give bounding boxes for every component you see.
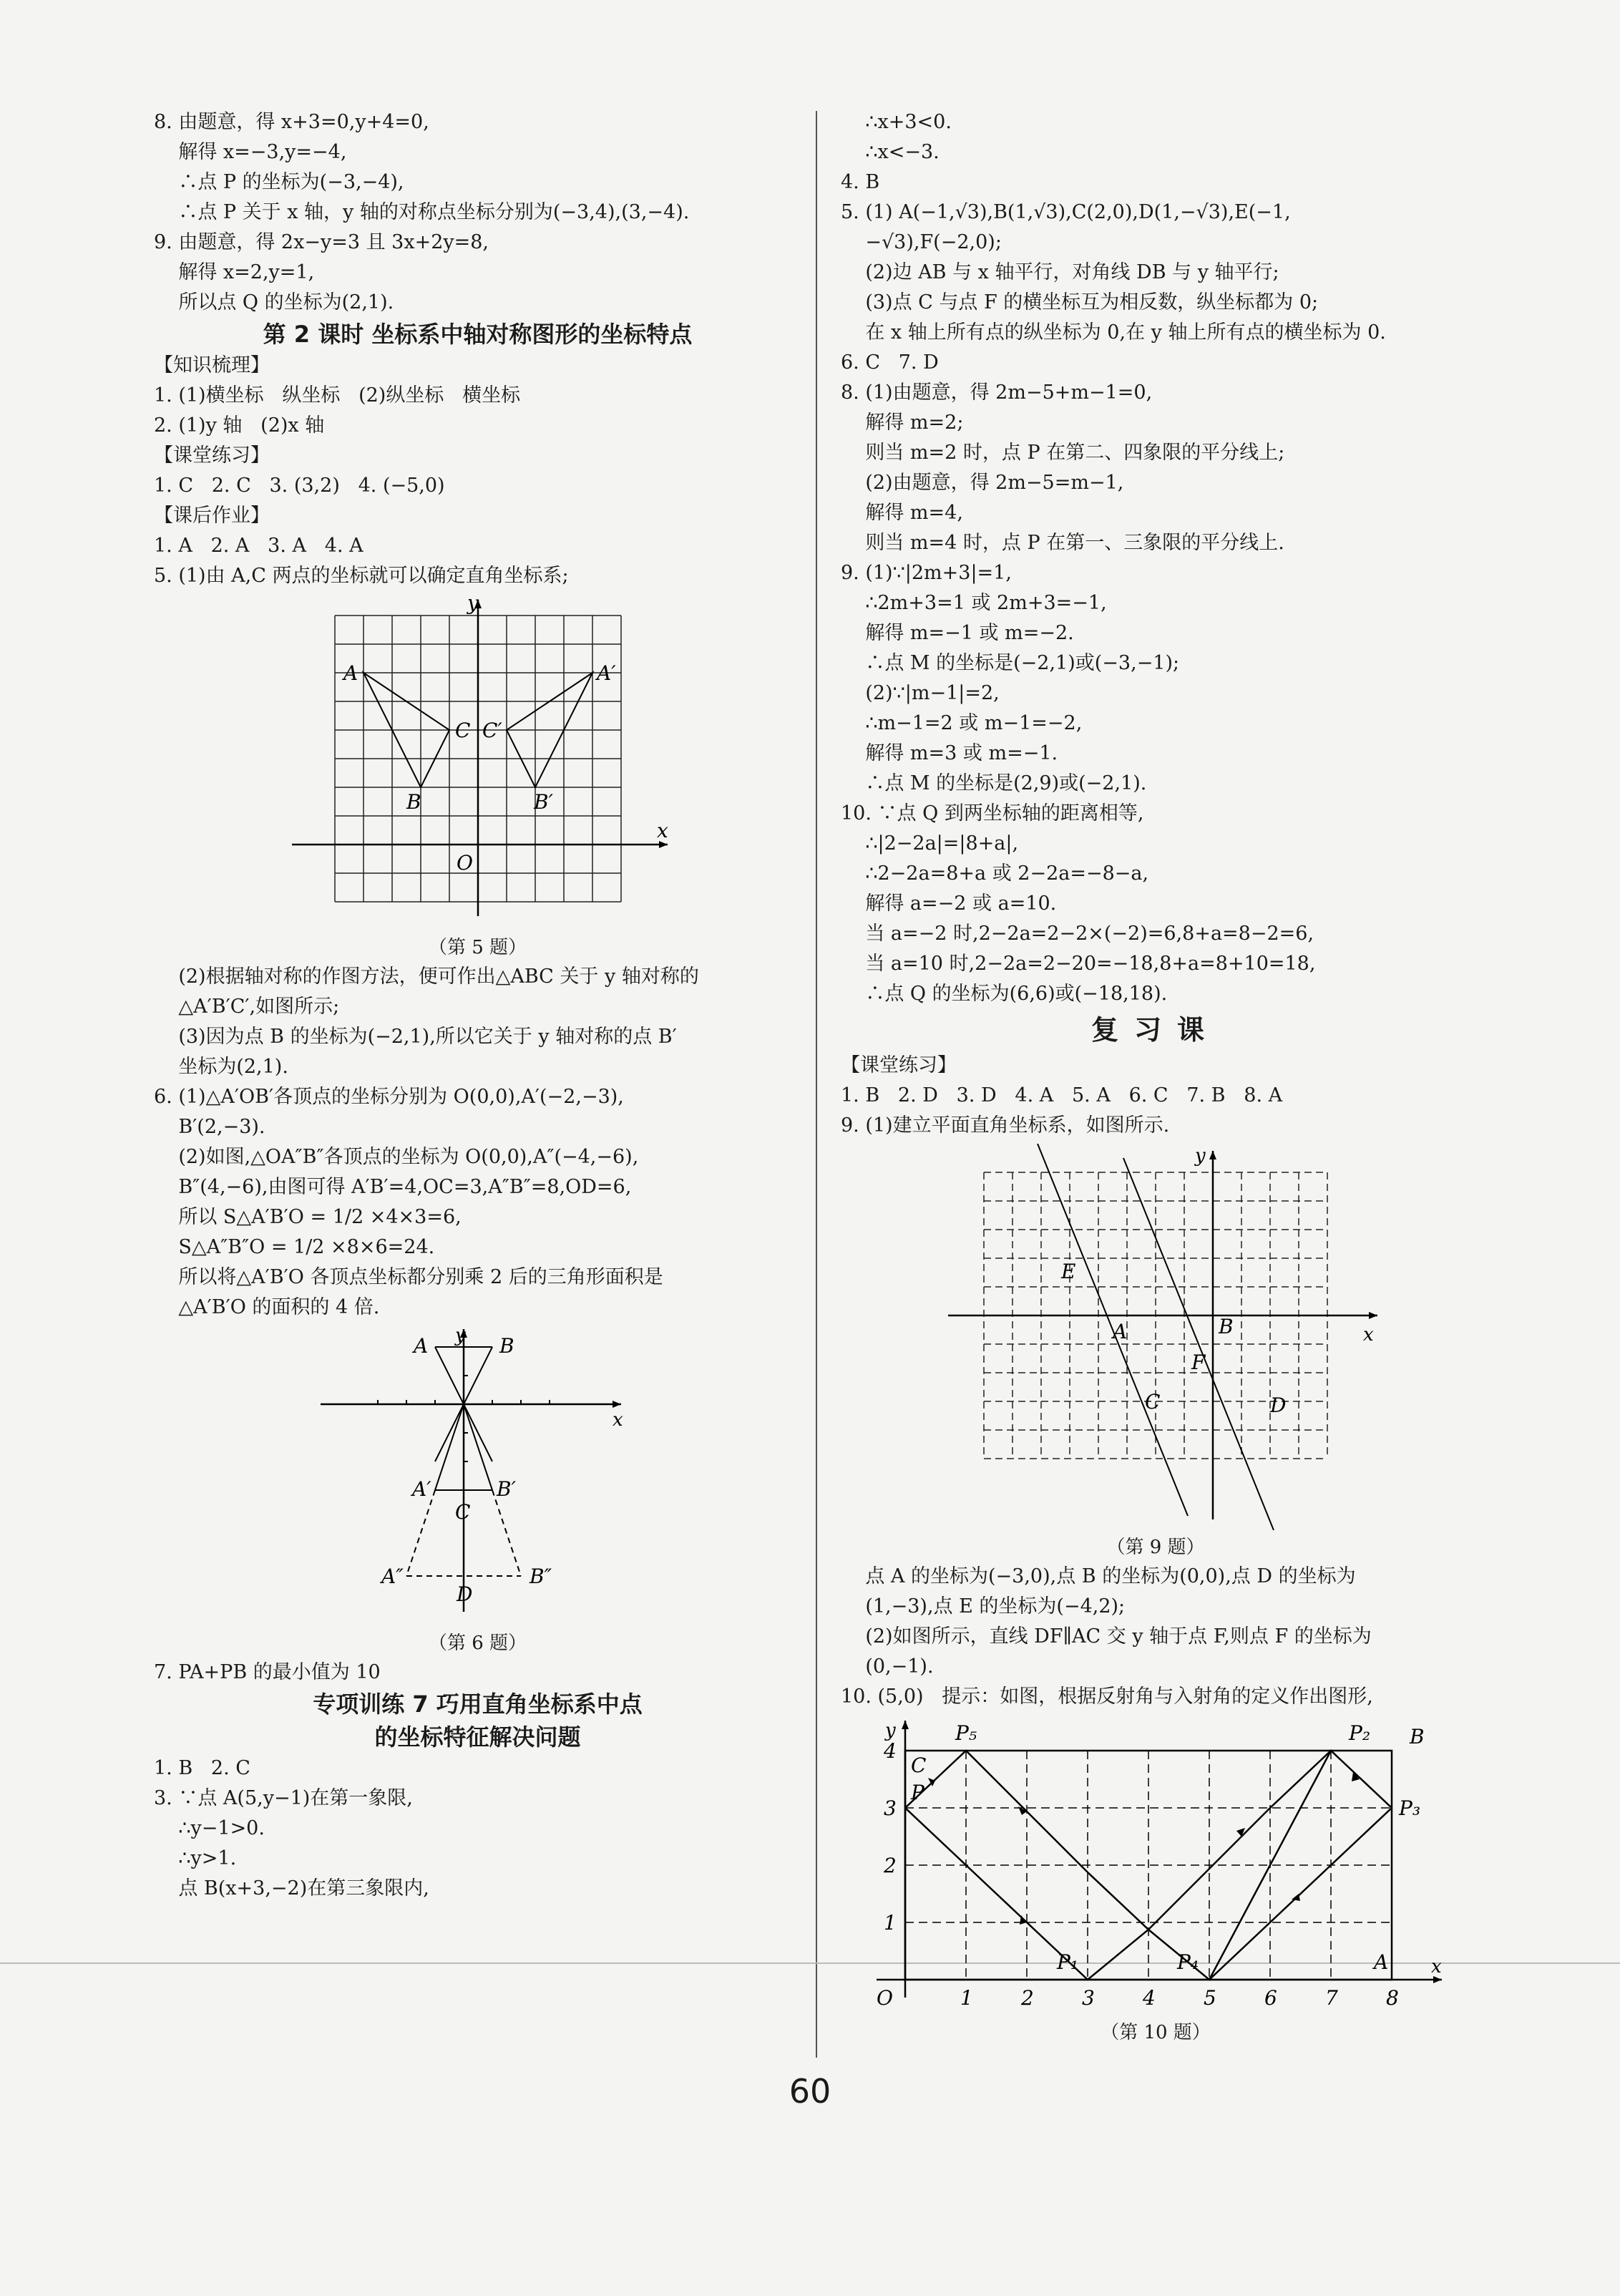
column-divider <box>816 111 817 2058</box>
figure-10-reflection <box>855 1715 1456 2015</box>
right-column <box>841 107 1470 2047</box>
text-line: 解得 m=4, <box>841 502 963 524</box>
text-line: △A′B′O 的面积的 4 倍. <box>154 1296 380 1318</box>
x-tick: 7 <box>1325 1986 1338 2010</box>
x-tick: 1 <box>960 1986 973 2010</box>
label-c: C <box>454 719 470 742</box>
label-p3: P₃ <box>1399 1796 1421 1820</box>
text-line: ∴x+3<0. <box>841 111 952 133</box>
text-line: 8. (1)由题意，得 2m−5+m−1=0, <box>841 381 1153 404</box>
text-line: (0,−1). <box>841 1655 934 1678</box>
x-ticks <box>960 1986 1399 2010</box>
left-block-2 <box>154 351 801 591</box>
text-line: ∴x<−3. <box>841 141 940 163</box>
x-arrow <box>613 1401 621 1408</box>
y-arrow <box>1209 1151 1216 1159</box>
text-line: 10. ∵点 Q 到两坐标轴的距离相等, <box>841 802 1144 824</box>
y-tick: 4 <box>884 1739 897 1763</box>
figure-9-grid <box>905 1144 1406 1530</box>
text-line: ∴点 P 的坐标为(−3,−4), <box>154 171 404 193</box>
label-y: y <box>454 1325 466 1346</box>
text-line: 8. 由题意，得 x+3=0,y+4=0, <box>154 111 429 133</box>
label-x: x <box>1363 1324 1374 1346</box>
label-x: x <box>612 1409 623 1431</box>
label-y: y <box>1195 1145 1206 1167</box>
label-b1: B′ <box>533 790 553 814</box>
figure-10-caption: （第 10 题） <box>1101 2022 1211 2043</box>
text-line: (2)根据轴对称的作图方法，便可作出△ABC 关于 y 轴对称的 <box>154 965 699 988</box>
text-line: ∴y>1. <box>154 1847 237 1869</box>
text-line: 则当 m=4 时，点 P 在第一、三象限的平分线上. <box>841 532 1284 554</box>
text-line: 5. (1)由 A,C 两点的坐标就可以确定直角坐标系; <box>154 565 569 587</box>
label-a: A <box>1113 1320 1128 1343</box>
text-line: (1,−3),点 E 的坐标为(−4,2); <box>841 1595 1126 1618</box>
label-e: E <box>1061 1260 1076 1283</box>
text-line: 解得 m=3 或 m=−1. <box>841 742 1058 764</box>
label-b: B <box>1219 1315 1234 1338</box>
text-line: (2)边 AB 与 x 轴平行，对角线 DB 与 y 轴平行; <box>841 261 1279 283</box>
text-line: 6. (1)△A′OB′各顶点的坐标分别为 O(0,0),A′(−2,−3), <box>154 1086 624 1108</box>
text-line: 【知识梳理】 <box>154 354 270 376</box>
text-line: (3)点 C 与点 F 的横坐标互为相反数，纵坐标都为 0; <box>841 291 1319 313</box>
text-line: 点 B(x+3,−2)在第三象限内, <box>154 1877 429 1899</box>
text-line: 9. 由题意，得 2x−y=3 且 3x+2y=8, <box>154 231 489 253</box>
text-line: (2)如图所示，直线 DF∥AC 交 y 轴于点 F,则点 F 的坐标为 <box>841 1625 1372 1648</box>
y-tick: 3 <box>884 1796 897 1820</box>
text-line: 坐标为(2,1). <box>154 1056 288 1078</box>
label-p1: P₁ <box>1057 1950 1079 1974</box>
text-line: 解得 m=−1 或 m=−2. <box>841 622 1074 644</box>
label-c: C <box>1145 1390 1161 1414</box>
label-b: B <box>406 790 421 814</box>
y-tick: 2 <box>884 1854 897 1877</box>
text-line: ∴m−1=2 或 m−1=−2, <box>841 712 1083 734</box>
label-o: O <box>877 1986 893 2010</box>
text-line: 点 A 的坐标为(−3,0),点 B 的坐标为(0,0),点 D 的坐标为 <box>841 1565 1356 1587</box>
text-line: S△A″B″O = 1/2 ×8×6=24. <box>154 1236 435 1258</box>
left-block-3 <box>154 962 801 1323</box>
text-line: 6. C 7. D <box>841 351 939 374</box>
text-line: ∴点 M 的坐标是(2,9)或(−2,1). <box>841 772 1147 794</box>
text-line: △A′B′C′,如图所示; <box>154 996 340 1018</box>
label-a1: A′ <box>411 1477 431 1501</box>
text-line: ∴|2−2a|=|8+a|, <box>841 832 1019 855</box>
text-line: 10. (5,0) 提示：如图，根据反射角与入射角的定义作出图形, <box>841 1685 1373 1708</box>
direction-arrows <box>928 1772 1360 1925</box>
label-c: C <box>454 1500 470 1524</box>
axes <box>877 1721 1442 1998</box>
text-line: B′(2,−3). <box>154 1116 265 1138</box>
label-a: A <box>343 661 358 685</box>
axes <box>292 600 668 916</box>
label-p4: P₄ <box>1177 1950 1199 1974</box>
label-a: A <box>413 1334 428 1358</box>
text-line: 解得 x=2,y=1, <box>154 261 315 283</box>
text-line: (2)∵|m−1|=2, <box>841 682 1000 704</box>
text-line: (2)如图,△OA″B″各顶点的坐标为 O(0,0),A″(−4,−6), <box>154 1146 639 1168</box>
text-line: 1. A 2. A 3. A 4. A <box>154 535 363 557</box>
text-line: 1. B 2. C <box>154 1757 250 1779</box>
label-p2: P₂ <box>1349 1721 1371 1745</box>
label-c: C <box>911 1753 927 1777</box>
label-b: B <box>1410 1725 1425 1748</box>
text-line: 1. (1)横坐标 纵坐标 (2)纵坐标 横坐标 <box>154 384 521 407</box>
x-tick: 6 <box>1264 1986 1277 2010</box>
y-arrow <box>902 1721 909 1729</box>
text-line: 7. PA+PB 的最小值为 10 <box>154 1661 381 1683</box>
x-tick: 2 <box>1021 1986 1034 2010</box>
figure-6-triangles <box>306 1325 650 1626</box>
x-tick: 3 <box>1082 1986 1095 2010</box>
text-line: 所以 S△A′B′O = 1/2 ×4×3=6, <box>154 1206 462 1228</box>
text-line: 当 a=−2 时,2−2a=2−2×(−2)=6,8+a=8−2=6, <box>841 923 1314 945</box>
text-line: ∴点 Q 的坐标为(6,6)或(−18,18). <box>841 983 1168 1005</box>
label-b: B <box>499 1334 514 1358</box>
text-line: 1. B 2. D 3. D 4. A 5. A 6. C 7. B 8. A <box>841 1084 1283 1106</box>
text-line: 所以点 Q 的坐标为(2,1). <box>154 291 394 313</box>
label-a: A <box>1374 1950 1389 1974</box>
text-line: 则当 m=2 时，点 P 在第二、四象限的平分线上; <box>841 442 1285 464</box>
text-line: ∴2m+3=1 或 2m+3=−1, <box>841 592 1107 614</box>
label-y: y <box>467 594 479 615</box>
text-line: (2)由题意，得 2m−5=m−1, <box>841 472 1124 494</box>
text-line: 解得 m=2; <box>841 412 964 434</box>
text-line: ∴点 P 关于 x 轴，y 轴的对称点坐标分别为(−3,4),(3,−4). <box>154 201 690 223</box>
text-line: ∴y−1>0. <box>154 1817 265 1839</box>
text-line: 3. ∵点 A(5,y−1)在第一象限, <box>154 1787 413 1809</box>
text-line: −√3),F(−2,0); <box>841 231 1002 253</box>
x-tick: 4 <box>1143 1986 1156 2010</box>
text-line: 4. B <box>841 171 880 193</box>
left-column <box>154 107 801 1904</box>
y-ticks <box>883 1739 897 1935</box>
text-line: 1. C 2. C 3. (3,2) 4. (−5,0) <box>154 475 445 497</box>
text-line: 9. (1)建立平面直角坐标系，如图所示. <box>841 1114 1170 1137</box>
text-line: (3)因为点 B 的坐标为(−2,1),所以它关于 y 轴对称的点 B′ <box>154 1026 677 1048</box>
label-b1: B′ <box>496 1477 516 1501</box>
text-line: 2. (1)y 轴 (2)x 轴 <box>154 414 325 437</box>
left-block-1 <box>154 107 801 318</box>
text-line: ∴2−2a=8+a 或 2−2a=−8−a, <box>841 862 1149 885</box>
text-line: 在 x 轴上所有点的纵坐标为 0,在 y 轴上所有点的横坐标为 0. <box>841 321 1386 344</box>
right-block-3 <box>841 1562 1470 1712</box>
text-line: 【课堂练习】 <box>154 444 270 467</box>
section-title: 第 2 课时 坐标系中轴对称图形的坐标特点 <box>263 321 693 348</box>
label-d: D <box>456 1582 472 1606</box>
x-arrow <box>1369 1312 1377 1319</box>
label-x: x <box>656 819 668 842</box>
figure-6-caption: （第 6 题） <box>428 1633 527 1654</box>
label-d: D <box>1270 1393 1287 1417</box>
text-line: B″(4,−6),由图可得 A′B′=4,OC=3,A″B″=8,OD=6, <box>154 1176 632 1198</box>
text-line: 9. (1)∵|2m+3|=1, <box>841 562 1012 584</box>
text-line: 5. (1) A(−1,√3),B(1,√3),C(2,0),D(1,−√3),E(−1, <box>841 201 1291 223</box>
figure-9-caption: （第 9 题） <box>1106 1537 1205 1558</box>
text-line: 当 a=10 时,2−2a=2−20=−18,8+a=8+10=18, <box>841 953 1316 975</box>
y-tick: 1 <box>884 1911 897 1935</box>
text-line: 【课堂练习】 <box>841 1054 957 1076</box>
label-p: P <box>911 1781 924 1804</box>
special-title-line-1: 专项训练 7 巧用直角坐标系中点 <box>313 1691 643 1718</box>
text-line: 【课后作业】 <box>154 505 270 527</box>
special-title-line-2: 的坐标特征解决问题 <box>374 1723 581 1751</box>
path-3 <box>1209 1808 1392 1980</box>
label-y: y <box>885 1720 896 1741</box>
review-title: 复习课 <box>1090 1014 1220 1046</box>
x-tick: 8 <box>1386 1986 1399 2010</box>
label-a1: A′ <box>596 661 616 685</box>
right-block-2 <box>841 1051 1470 1141</box>
text-line: 所以将△A′B′O 各顶点坐标都分别乘 2 后的三角形面积是 <box>154 1266 663 1288</box>
label-x: x <box>1431 1956 1442 1978</box>
text-line: 解得 x=−3,y=−4, <box>154 141 347 163</box>
label-b2: B″ <box>529 1565 552 1588</box>
figure-5-grid <box>278 594 678 930</box>
label-c1: C′ <box>482 719 502 742</box>
right-block-1 <box>841 107 1470 1009</box>
label-p5: P₅ <box>955 1721 977 1745</box>
text-line: ∴点 M 的坐标是(−2,1)或(−3,−1); <box>841 652 1180 674</box>
figure-5-caption: （第 5 题） <box>428 937 527 958</box>
x-tick: 5 <box>1204 1986 1216 2010</box>
label-f: F <box>1191 1351 1206 1374</box>
page-number: 60 <box>789 2072 831 2111</box>
text-line: 解得 a=−2 或 a=10. <box>841 892 1057 915</box>
dashed-grid <box>905 1751 1392 1980</box>
left-block-5 <box>154 1753 801 1904</box>
label-o: O <box>456 851 473 875</box>
label-a2: A″ <box>381 1565 404 1588</box>
